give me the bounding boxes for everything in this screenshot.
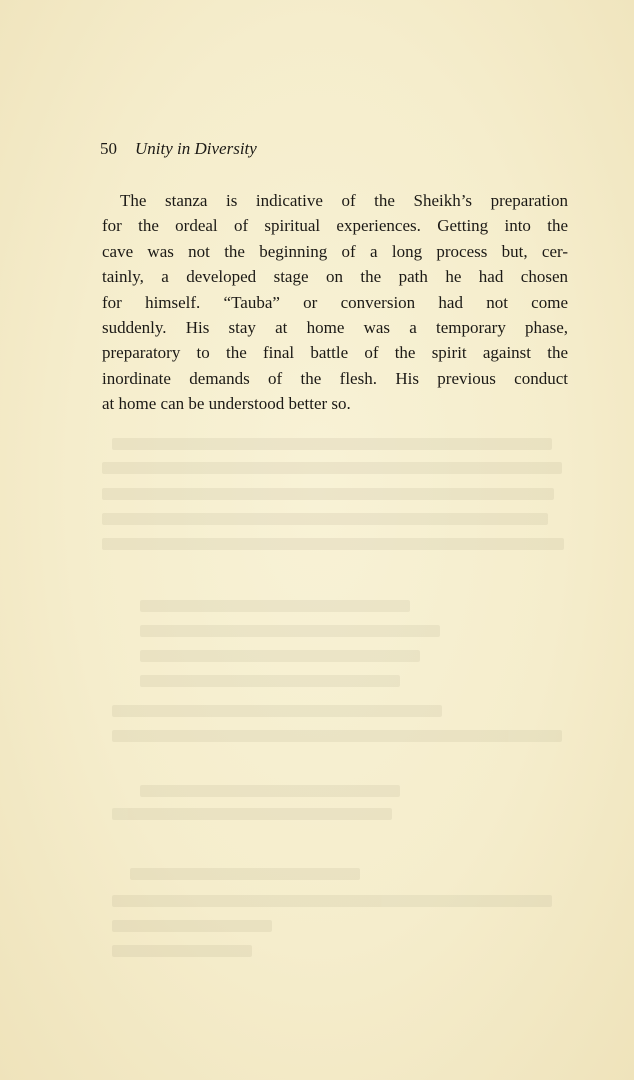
paragraph-line: suddenly. His stay at home was a temporary phase, [102, 317, 568, 337]
paragraph-line: for himself. “Tauba” or conversion had not come [102, 292, 568, 312]
page-number: 50 [100, 139, 117, 158]
paragraph-line: tainly, a developed stage on the path he had chosen [102, 267, 568, 287]
paragraph-line: preparatory to the final battle of the spirit against the [102, 343, 568, 363]
paragraph-line: inordinate demands of the flesh. His previous conduct [102, 368, 568, 388]
running-header [100, 138, 257, 160]
book-title: Unity in Diversity [135, 139, 257, 158]
paragraph-line: for the ordeal of spiritual experiences. Getting into the [102, 216, 568, 236]
body-paragraph [102, 188, 568, 417]
paragraph-line: at home can be understood better so. [102, 394, 351, 414]
paragraph-line: cave was not the beginning of a long process but, cer- [102, 241, 568, 261]
paragraph-line: The stanza is indicative of the Sheikh’s preparation [120, 191, 568, 210]
